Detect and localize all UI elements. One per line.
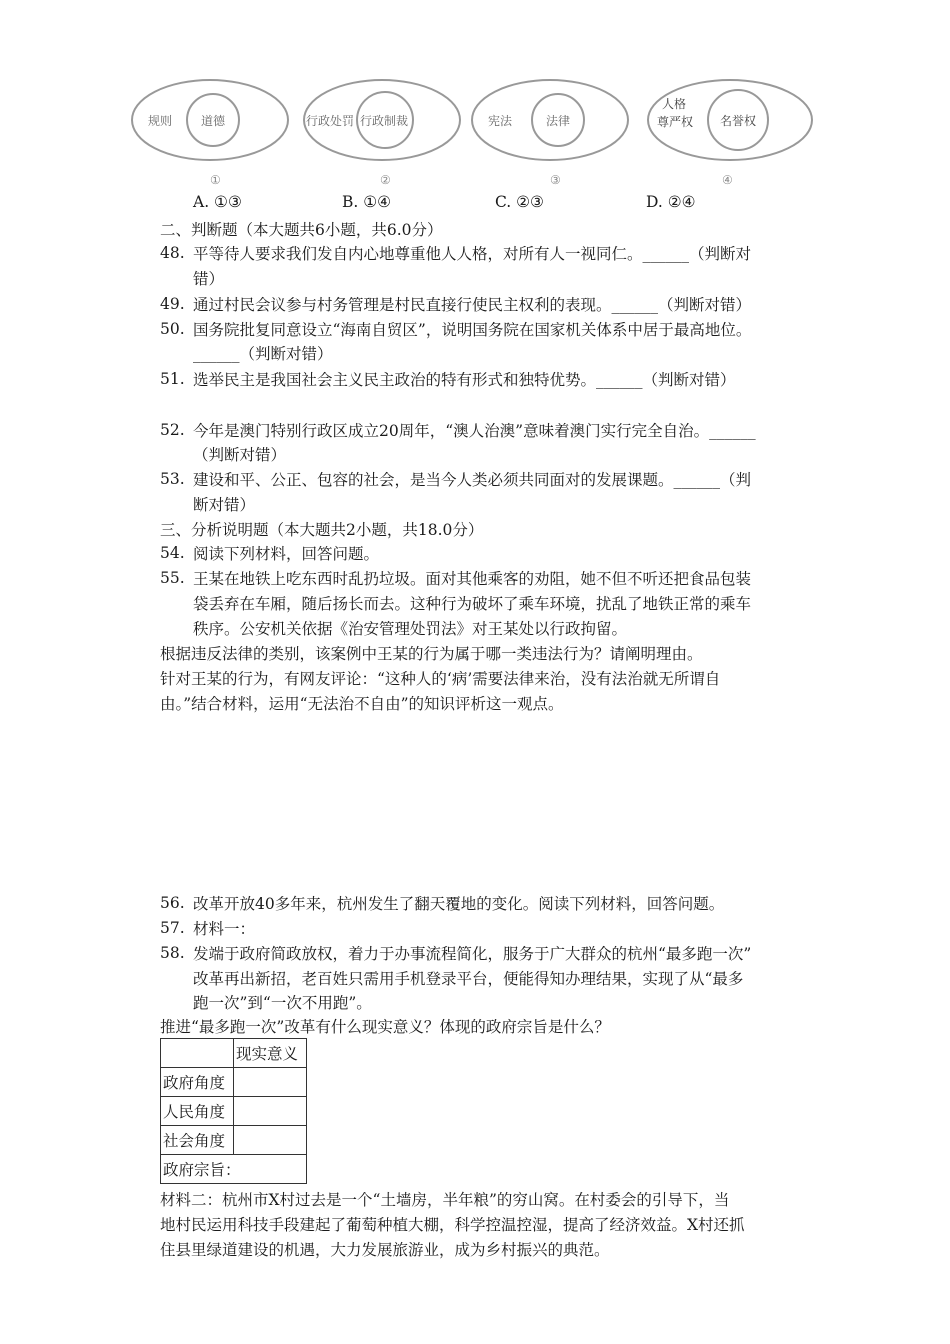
diagram-2-outer: 行政处罚 [306, 114, 355, 128]
q56-number: 56. [160, 894, 185, 912]
q54-number: 54. [160, 544, 185, 562]
q55-number: 55. [160, 569, 185, 587]
answer-table [160, 1038, 307, 1184]
q48-number: 48. [160, 244, 185, 262]
q58-number: 58. [160, 944, 185, 962]
diagram-4-outer-1: 人格 [662, 97, 687, 111]
q56-line-1: 改革开放40多年来，杭州发生了翻天覆地的变化。阅读下列材料，回答问题。 [193, 895, 725, 913]
table-row [161, 1068, 307, 1097]
q50-line-1: 国务院批复同意设立“海南自贸区”，说明国务院在国家机关体系中居于最高地位。 [193, 321, 752, 339]
table-cell[interactable] [234, 1126, 307, 1155]
diagram-2-inner: 行政制裁 [360, 114, 409, 128]
diagram-4-outer-2: 尊严权 [657, 115, 694, 129]
diagram-1-inner: 道德 [201, 114, 226, 128]
table-footer-cell: 政府宗旨： [161, 1155, 307, 1184]
q49-line-1: 通过村民会议参与村务管理是村民直接行使民主权利的表现。______（判断对错） [193, 296, 752, 314]
option-a: A. ①③ [193, 193, 242, 211]
q51-line-1: 选举民主是我国社会主义民主政治的特有形式和独特优势。______（判断对错） [193, 371, 736, 389]
diagram-4 [648, 80, 812, 187]
q55-question-b-line-1: 针对王某的行为，有网友评论：“这种人的‘病’需要法律来治，没有法治就无所谓自 [160, 670, 721, 688]
table-cell [161, 1039, 234, 1068]
table-row [161, 1126, 307, 1155]
diagram-1 [132, 80, 288, 187]
q58-line-2: 改革再出新招，老百姓只需用手机登录平台，便能得知办理结果，实现了从“最多 [193, 970, 744, 988]
q50-line-2: ______（判断对错） [193, 345, 333, 363]
q52-number: 52. [160, 421, 185, 439]
venn-diagrams [130, 78, 820, 188]
table-row-label: 社会角度 [161, 1126, 234, 1155]
diagram-3-index: ③ [550, 173, 561, 187]
table-cell[interactable] [234, 1097, 307, 1126]
q48-line-2: 错） [193, 270, 225, 288]
option-b: B. ①④ [342, 193, 392, 211]
table-header-cell: 现实意义 [234, 1039, 307, 1068]
table-row [161, 1097, 307, 1126]
q51-number: 51. [160, 370, 185, 388]
q50-number: 50. [160, 320, 185, 338]
q55-line-2: 袋丢弃在车厢，随后扬长而去。这种行为破坏了乘车环境，扰乱了地铁正常的乘车 [193, 595, 752, 613]
q49-number: 49. [160, 295, 185, 313]
q53-number: 53. [160, 470, 185, 488]
table-cell[interactable] [234, 1068, 307, 1097]
section-3-heading: 三、分析说明题（本大题共2小题，共18.0分） [160, 521, 484, 539]
q58-question: 推进“最多跑一次”改革有什么现实意义？体现的政府宗旨是什么？ [160, 1018, 610, 1036]
table-row [161, 1039, 307, 1068]
q53-line-2: 断对错） [193, 496, 256, 514]
section-2-heading: 二、判断题（本大题共6小题，共6.0分） [160, 221, 443, 239]
diagram-4-inner: 名誉权 [720, 114, 757, 128]
diagram-3-outer: 宪法 [488, 114, 513, 128]
table-row [161, 1155, 307, 1184]
q55-line-1: 王某在地铁上吃东西时乱扔垃圾。面对其他乘客的劝阻，她不但不听还把食品包装 [193, 570, 752, 588]
diagram-3 [472, 80, 628, 187]
diagram-3-inner: 法律 [546, 114, 571, 128]
q57-number: 57. [160, 919, 185, 937]
material-2-line-3: 住县里绿道建设的机遇，大力发展旅游业，成为乡村振兴的典范。 [160, 1241, 610, 1259]
material-2-line-2: 地村民运用科技手段建起了葡萄种植大棚，科学控温控湿，提高了经济效益。X村还抓 [160, 1216, 745, 1234]
table-row-label: 人民角度 [161, 1097, 234, 1126]
diagram-2 [304, 80, 460, 187]
q54-line-1: 阅读下列材料，回答问题。 [193, 545, 380, 563]
q48-line-1: 平等待人要求我们发自内心地尊重他人人格，对所有人一视同仁。______（判断对 [193, 245, 752, 263]
q53-line-1: 建设和平、公正、包容的社会，是当今人类必须共同面对的发展课题。______（判 [193, 471, 752, 489]
q55-line-3: 秩序。公安机关依据《治安管理处罚法》对王某处以行政拘留。 [193, 620, 628, 638]
q55-question-b-line-2: 由。”结合材料，运用“无法治不自由”的知识评析这一观点。 [160, 695, 564, 713]
option-d: D. ②④ [646, 193, 696, 211]
q57-line-1: 材料一： [193, 920, 256, 938]
diagram-4-index: ④ [722, 173, 733, 187]
q52-line-1: 今年是澳门特别行政区成立20周年，“澳人治澳”意味着澳门实行完全自治。______ [193, 422, 756, 440]
q58-line-1: 发端于政府简政放权，着力于办事流程简化，服务于广大群众的杭州“最多跑一次” [193, 945, 752, 963]
option-c: C. ②③ [495, 193, 544, 211]
diagram-2-index: ② [380, 173, 391, 187]
diagram-1-outer: 规则 [148, 114, 173, 128]
diagram-1-index: ① [210, 173, 221, 187]
table-row-label: 政府角度 [161, 1068, 234, 1097]
q52-line-2: （判断对错） [193, 446, 287, 464]
q55-question-a: 根据违反法律的类别，该案例中王某的行为属于哪一类违法行为？请阐明理由。 [160, 645, 703, 663]
q58-line-3: 跑一次”到“一次不用跑”。 [193, 994, 372, 1012]
material-2-line-1: 材料二：杭州市X村过去是一个“土墙房，半年粮”的穷山窝。在村委会的引导下，当 [160, 1191, 730, 1209]
